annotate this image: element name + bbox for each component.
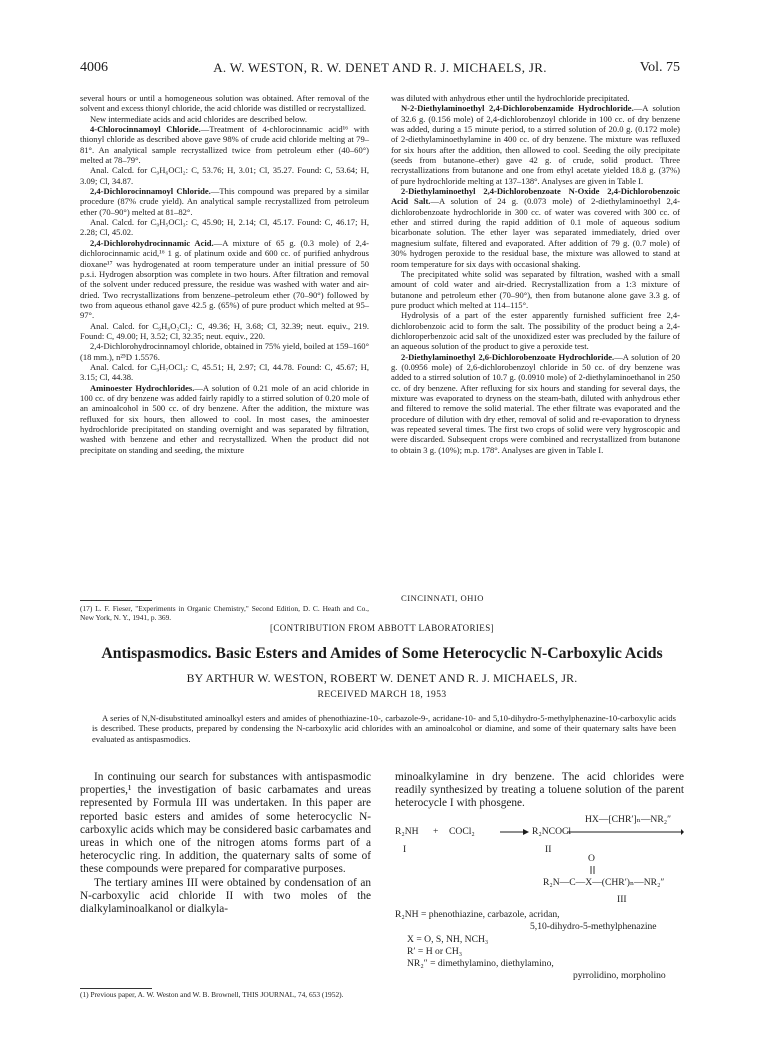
reaction-scheme bbox=[395, 814, 684, 1023]
body-paragraph bbox=[80, 771, 371, 877]
plus-sign: + bbox=[433, 826, 439, 837]
definition-r: R′ = H or CH₃ bbox=[407, 946, 463, 957]
paragraph-text: Anal. Calcd. for C₉H₈O₂Cl₂: C, 49.36; H, 3.68; Cl, 32.39; neut. equiv., 219. Found: C, 49.00; H, 3.52; Cl, 32.35; neut. equiv., 220. bbox=[80, 320, 369, 341]
paragraph-text: several hours or until a homogeneous solution was obtained. After removal of the solvent and excess thionyl chloride, the acid chloride was distilled or recrystallized. bbox=[80, 93, 369, 114]
body-paragraph bbox=[391, 352, 680, 455]
prev-article-right-column bbox=[391, 93, 680, 455]
body-paragraph bbox=[80, 186, 369, 217]
body-paragraph bbox=[391, 269, 680, 310]
paragraph-heading: Aminoester Hydrochlorides. bbox=[90, 382, 195, 393]
body-paragraph bbox=[80, 383, 369, 455]
definition-r2nh: R₂NH = phenothiazine, carbazole, acridan, bbox=[395, 909, 560, 920]
footnote-1: (1) Previous paper, A. W. Weston and W. B. Brownell, THIS JOURNAL, 74, 653 (1952). bbox=[80, 990, 344, 999]
body-paragraph bbox=[391, 186, 680, 269]
body-paragraph bbox=[391, 103, 680, 186]
paragraph-text: Anal. Calcd. for C₉H₆OCl₂: C, 53.76; H, 3.01; Cl, 35.27. Found: C, 53.64; H, 3.09; Cl, 34.87. bbox=[80, 165, 369, 186]
body-paragraph bbox=[80, 238, 369, 321]
paragraph-heading: 2,4-Dichlorohydrocinnamic Acid. bbox=[90, 237, 214, 248]
product-iii: R₂N—C—X—(CHR′)ₙ—NR₂″ bbox=[543, 877, 665, 888]
body-paragraph bbox=[391, 310, 680, 351]
reactant-phosgene: COCl₂ bbox=[449, 826, 475, 837]
running-header bbox=[80, 60, 680, 82]
paragraph-text: —A solution of 20 g. (0.0956 mole) of 2,6-dichlorobenzoyl chloride in 50 cc. of dry benzene was added to a stirred solution of 10.7 g. (0.0910 mole) of 2-diethylaminoethanol in 250 cc. of dry benzene. After refluxing for six hours and standing for several days, the mixture was evaporated to dryness on the steam-bath, diluted with anhydrous ether and filtered to remove the solid material. The ether filtrate was evaporated and the procedure of dilution with dry ether, removal of solid and re-evaporation to dryness was repeated several times. The first two crops of solid were very hygroscopic and were discarded. Subsequent crops were combined and recrystallized from butanone to obtain 3 g. (10%); m.p. 178°. Analyses are given in Table I. bbox=[391, 351, 680, 455]
paragraph-text: New intermediate acids and acid chlorides are described below. bbox=[90, 113, 308, 124]
paragraph-text: Hydrolysis of a part of the ester apparently furnished sufficient free 2,4-dichlorobenzoic acid to form the salt. The possibility of the product being a 2,4-dichloroperbenzoic acid salt of the unoxidized ester was precluded by the failure of an aqueous solution of the product to give a peroxide test. bbox=[391, 310, 680, 352]
abstract: A series of N,N-disubstituted aminoalkyl esters and amides of phenothiazine-10-, carbazole-9-, acridane-10- and 5,10-dihydro-5-methylphenazine-10-carboxylic acids is described. These products, prepared by condensing the N-carboxylic acid chlorides with an aminoalcohol or diamine, and some of their quaternary salts have been evaluated as antispasmodics. bbox=[92, 713, 676, 744]
page-number: 4006 bbox=[80, 60, 108, 75]
definition-nr2-cont: pyrrolidino, morpholino bbox=[573, 970, 666, 981]
paragraph-text: —A solution of 24 g. (0.073 mole) of 2-diethylaminoethyl 2,4-dichlorobenzoate hydrochloride in 300 cc. of water was covered with 300 cc. of ether and stirred during the rapid addition of 0.1 mole of aqueous sodium bicarbonate solution. The ether layer was separated immediately, dried over magnesium sulfate, filtered and evaporated. After addition of 79 g. (0.7 mole) of 30% hydrogen peroxide to the residual base, the mixture was allowed to stand at room temperature for six days with occasional shaking. bbox=[391, 196, 680, 269]
body-paragraph bbox=[80, 165, 369, 186]
footnote-divider bbox=[80, 600, 152, 601]
location-signature: CINCINNATI, OHIO bbox=[401, 593, 484, 603]
paragraph-heading: 4-Chlorocinnamoyl Chloride. bbox=[90, 124, 201, 135]
definition-nr2: NR₂″ = dimethylamino, diethylamino, bbox=[407, 958, 554, 969]
paragraph-heading: 2-Diethylaminoethyl 2,6-Dichlorobenzoate Hydrochloride. bbox=[401, 351, 615, 362]
running-title: A. W. WESTON, R. W. DENET AND R. J. MICHAELS, JR. bbox=[213, 60, 547, 75]
body-paragraph bbox=[80, 877, 371, 917]
body-paragraph: minoalkylamine in dry benzene. The acid chlorides were readily synthesized by treating a toluene solution of the parent heterocycle I with phosgene. bbox=[395, 771, 684, 810]
paragraph-heading: 2,4-Dichlorocinnamoyl Chloride. bbox=[90, 186, 211, 197]
paragraph-text: The precipitated white solid was separated by filtration, washed with a small amount of cold water and air-dried. Recrystallization from a 1:3 mixture of butanone and petroleum ether (70–90°), then from butanone alone gave 3.3 g. of pure product which melted at 114–115°. bbox=[391, 268, 680, 310]
prev-article-left-column bbox=[80, 93, 369, 455]
body-paragraph bbox=[80, 124, 369, 165]
article-left-column bbox=[80, 771, 371, 916]
body-paragraph bbox=[80, 114, 369, 124]
label-i: I bbox=[403, 844, 407, 855]
product-ii: R₂NCOCl bbox=[532, 826, 572, 837]
paragraph-text: Anal. Calcd. for C₉H₅OCl₃: C, 45.90; H, 2.14; Cl, 45.17. Found: C, 46.17; H, 2.28; Cl, 45.02. bbox=[80, 217, 369, 238]
paragraph-text: 2,4-Dichlorohydrocinnamoyl chloride, obtained in 75% yield, boiled at 159–160° (18 mm.), n²⁵D 1.5576. bbox=[80, 341, 369, 362]
paragraph-heading: N-2-Diethylaminoethyl 2,4-Dichlorobenzamide Hydrochloride. bbox=[401, 103, 634, 114]
contribution-line: [CONTRIBUTION FROM ABBOTT LABORATORIES] bbox=[269, 623, 495, 633]
body-paragraph bbox=[80, 362, 369, 383]
article-right-column bbox=[395, 771, 684, 811]
article-authors: BY ARTHUR W. WESTON, ROBERT W. DENET AND R. J. MICHAELS, JR. bbox=[186, 671, 578, 685]
volume-number: Vol. 75 bbox=[639, 60, 680, 75]
article-title: Antispasmodics. Basic Esters and Amides of Some Heterocyclic N-Carboxylic Acids bbox=[101, 645, 663, 662]
body-paragraph bbox=[80, 321, 369, 342]
footnote-divider bbox=[80, 988, 152, 989]
label-iii: III bbox=[617, 894, 627, 905]
paragraph-text: —A mixture of 65 g. (0.3 mole) of 2,4-dichlorocinnamic acid,¹⁶ 1 g. of platinum oxide and 600 cc. of purified anhydrous dioxane¹⁷ was hydrogenated at room temperature under an initial pressure of 50 p.s.i. Hydrogen absorption was complete in two hours. After filtration and removal of the solvent under reduced pressure, the residue was washed with water and air-dried. Two recrystallizations from benzene–petroleum ether (70–90°) followed by two from aqueous ethanol gave 42.5 g. (65%) of pure product which melted at 95–97°. bbox=[80, 237, 369, 321]
paragraph-text: The tertiary amines III were obtained by condensation of an N-carboxylic acid chloride II with two moles of the dialkylaminoalkanol or dialkyla- bbox=[80, 876, 371, 916]
body-paragraph bbox=[80, 217, 369, 238]
body-paragraph bbox=[80, 341, 369, 362]
paragraph-text: was diluted with anhydrous ether until the hydrochloride precipitated. bbox=[391, 93, 630, 103]
paragraph-text: —This compound was prepared by a similar procedure (87% crude yield). An analytical sample recrystallized from petroleum ether (70–90°) melted at 81–82°. bbox=[80, 186, 369, 217]
paragraph-heading: 2-Diethylaminoethyl 2,4-Dichlorobenzoate N-Oxide 2,4-Dichlorobenzoic Acid Salt. bbox=[391, 186, 680, 207]
definition-r2nh-cont: 5,10-dihydro-5-methylphenazine bbox=[530, 921, 657, 932]
received-date: RECEIVED MARCH 18, 1953 bbox=[317, 690, 447, 700]
paragraph-text: Anal. Calcd. for C₉H₇OCl₃: C, 45.51; H, 2.97; Cl, 44.78. Found: C, 45.67; H, 3.15; Cl, 44.38. bbox=[80, 361, 369, 383]
footnote-17: (17) L. F. Fieser, "Experiments in Organic Chemistry," Second Edition, D. C. Heath and Co., New York, N. Y., 1941, p. 369. bbox=[80, 604, 369, 623]
label-ii: II bbox=[545, 844, 552, 855]
carbonyl-oxygen: O bbox=[588, 853, 595, 864]
body-paragraph bbox=[80, 93, 369, 114]
body-paragraph bbox=[391, 93, 680, 103]
reactant-r2nh: R₂NH bbox=[395, 826, 419, 837]
definition-x: X = O, S, NH, NCH₃ bbox=[407, 934, 489, 945]
paragraph-text: In continuing our search for substances with antispasmodic properties,¹ the investigation of basic carbamates and ureas represented by Formula III was undertaken. In this paper are reported basic esters and amides of some heterocyclic N-carboxylic acids which may be considered basic carbamates and ureas in which one of the nitrogen atoms forms part of a heterocyclic ring. In addition, the quaternary salts of some of these compounds were prepared for comparative purposes. bbox=[80, 771, 371, 876]
paragraph-text: —A solution of 32.6 g. (0.156 mole) of 2,4-dichlorobenzoyl chloride in 100 cc. of dry benzene was added, during a 15 minute period, to a stirred solution of 20.0 g. (0.172 mole) of 2-diethylaminoethylamine in 400 cc. of dry benzene. The mixture was refluxed for six hours after the addition, then allowed to cool. Seeding the oily precipitate (seeds from butanone–ether) gave 42 g. of crude, solid product. Three recrystallizations from butanone and one from ethyl acetate yielded 18.8 g. (37%) of pure hydrochloride melting at 137–138°. Analyses are given in Table I. bbox=[391, 103, 680, 186]
paragraph-text: —A solution of 0.21 mole of an acid chloride in 100 cc. of dry benzene was added fairly rapidly to a stirred solution of 0.20 mole of an aminoalcohol in 500 cc. of dry benzene. After the addition, the mixture was refluxed for six hours, then allowed to cool. In most cases, the aminoester hydrochloride precipitated on standing overnight and was separated by filtration, washed with benzene and ether and recrystallized. When the product did not precipitate on standing and seeding, the mixture bbox=[80, 382, 369, 455]
arrow-reagent: HX—[CHR′]ₙ—NR₂″ bbox=[585, 814, 672, 825]
paragraph-text: —Treatment of 4-chlorocinnamic acid¹⁶ with thionyl chloride as described above gave 98% of crude acid chloride melting at 79–81°. An analytical sample recrystallized twice from petroleum ether (40–60°) melted at 78–79°. bbox=[80, 124, 369, 166]
